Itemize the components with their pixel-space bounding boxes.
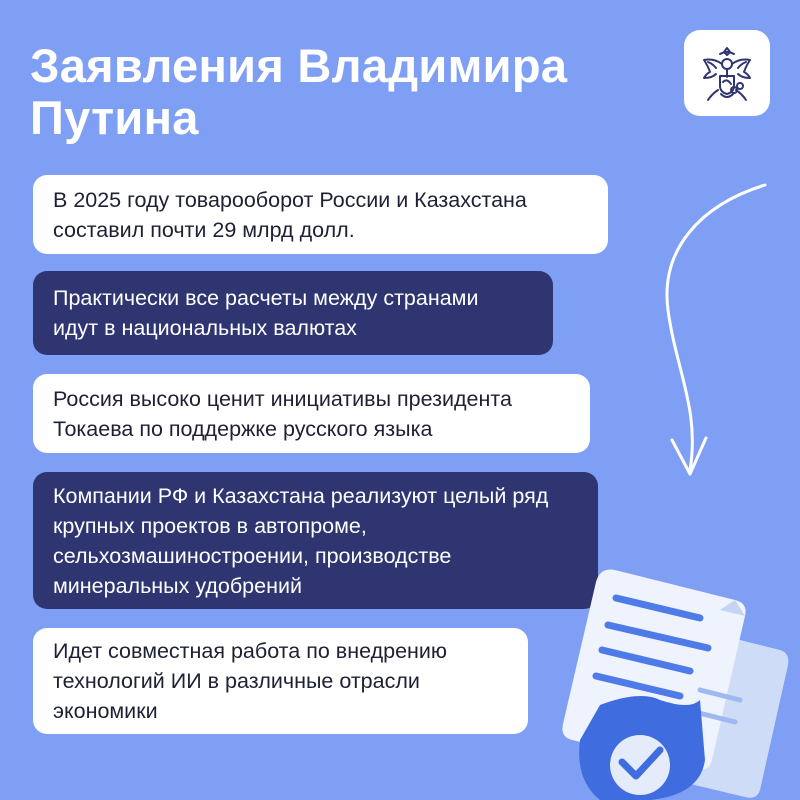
statement-text: Практически все расчеты между странами идут в национальных валютах xyxy=(53,286,479,340)
document-shield-check-icon xyxy=(562,570,788,800)
curved-arrow-icon xyxy=(667,185,765,474)
statement-text: В 2025 году товарооборот России и Казахстана составил почти 29 млрд долл. xyxy=(53,187,527,242)
statement-text: Компании РФ и Казахстана реализуют целый ряд крупных проектов в автопроме, сельхозмашиностроении, производстве минеральных удобрений xyxy=(53,483,549,598)
statement-text: Россия высоко ценит инициативы президента Токаева по поддержке русского языка xyxy=(53,386,512,441)
page-title: Заявления Владимира Путина xyxy=(30,39,568,144)
statement-text: Идет совместная работа по внедрению технологий ИИ в различные отрасли экономики xyxy=(53,639,448,723)
